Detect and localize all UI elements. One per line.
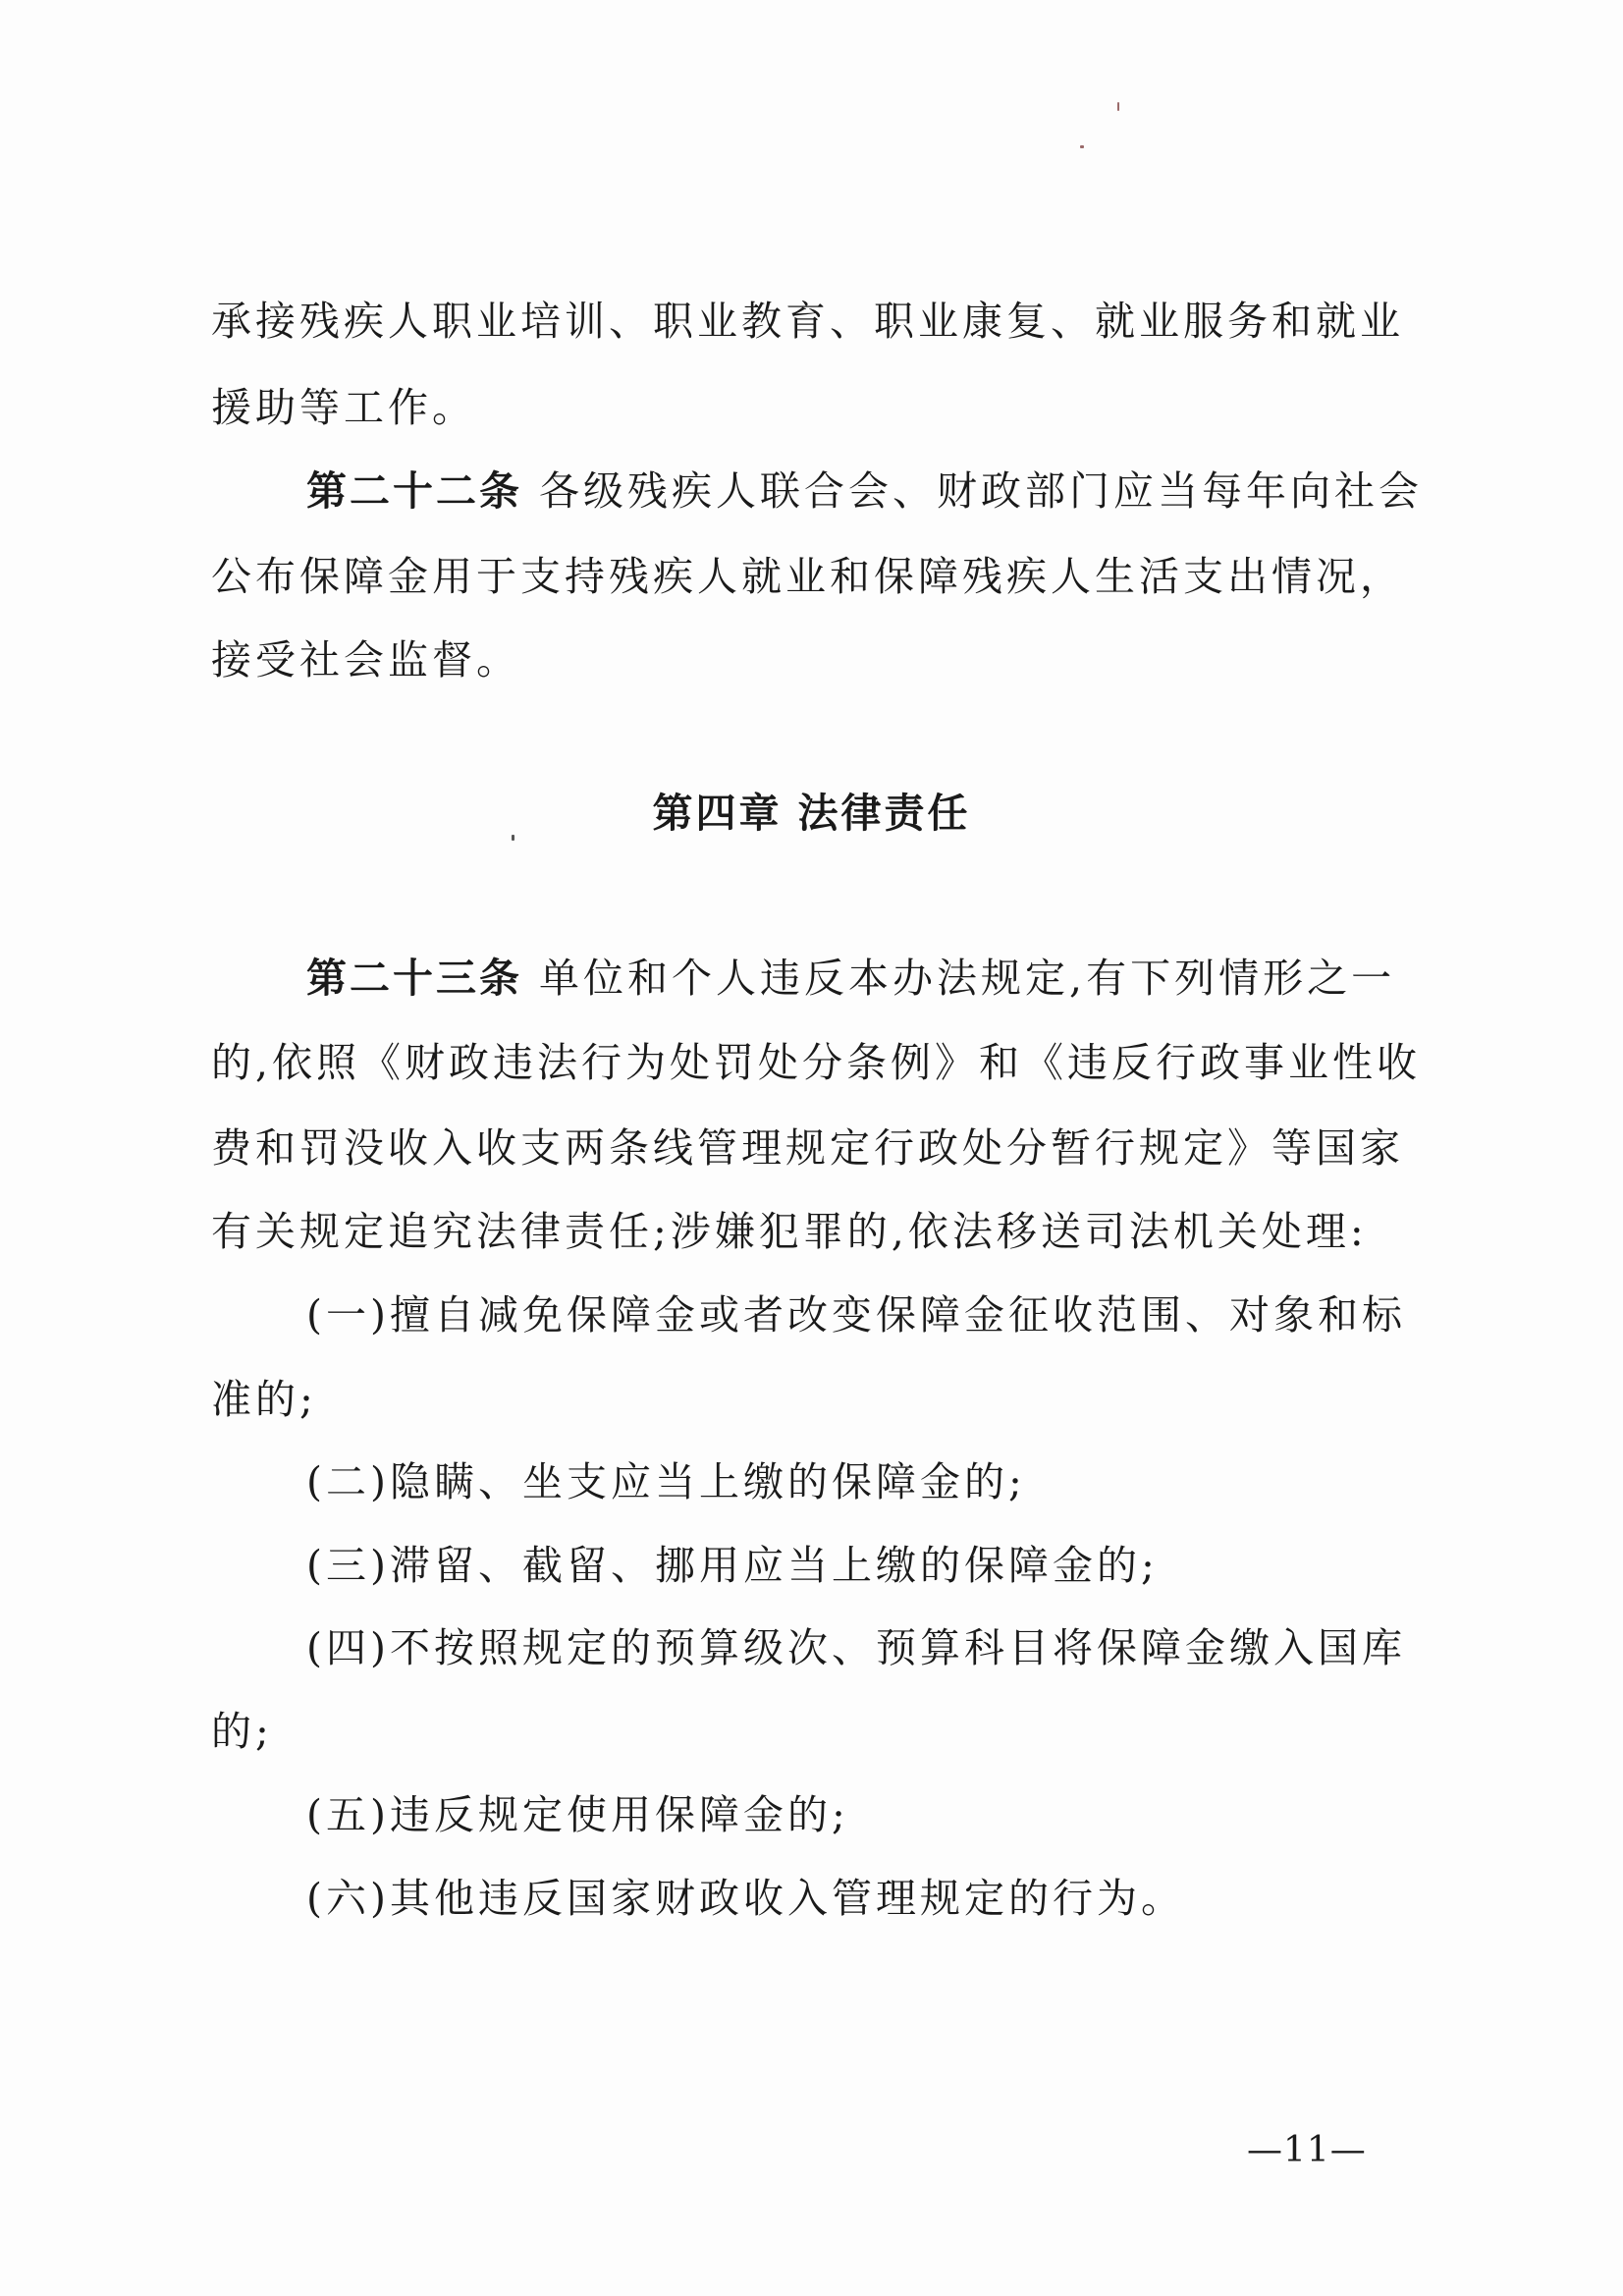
paragraph-line: 费和罚没收入收支两条线管理规定行政处分暂行规定》等国家 bbox=[211, 1124, 1404, 1172]
chapter-heading bbox=[0, 784, 1623, 843]
list-item: (五)违反规定使用保障金的; bbox=[306, 1791, 849, 1838]
paragraph-line: 援助等工作。 bbox=[211, 384, 476, 431]
list-item: (三)滞留、截留、挪用应当上缴的保障金的; bbox=[306, 1542, 1159, 1589]
chapter-number: 第四章 bbox=[652, 790, 783, 837]
article-22-text: 各级残疾人联合会、财政部门应当每年向社会 bbox=[539, 467, 1424, 515]
paragraph-line: 承接残疾人职业培训、职业教育、职业康复、就业服务和就业 bbox=[211, 298, 1404, 345]
scan-speck bbox=[1117, 102, 1119, 111]
article-23-label: 第二十三条 bbox=[306, 955, 522, 1002]
article-23-first-line bbox=[306, 949, 1395, 1008]
list-item: (一)擅自减免保障金或者改变保障金征收范围、对象和标 bbox=[306, 1291, 1406, 1339]
list-item-continuation: 的; bbox=[211, 1708, 273, 1755]
article-22-label: 第二十二条 bbox=[306, 467, 522, 515]
chapter-title: 法律责任 bbox=[797, 790, 971, 837]
list-item: (二)隐瞒、坐支应当上缴的保障金的; bbox=[306, 1458, 1026, 1505]
paragraph-line: 的,依照《财政违法行为处罚处分条例》和《违反行政事业性收 bbox=[211, 1039, 1422, 1086]
paragraph-line: 有关规定追究法律责任;涉嫌犯罪的,依法移送司法机关处理: bbox=[211, 1208, 1368, 1255]
list-item: (四)不按照规定的预算级次、预算科目将保障金缴入国库 bbox=[306, 1624, 1406, 1671]
paragraph-line: 接受社会监督。 bbox=[211, 636, 520, 683]
list-item: (六)其他违反国家财政收入管理规定的行为。 bbox=[306, 1875, 1185, 1922]
list-item-continuation: 准的; bbox=[211, 1376, 317, 1423]
page-number: —11— bbox=[1247, 2130, 1367, 2170]
scan-speck bbox=[1080, 145, 1084, 148]
paragraph-line: 公布保障金用于支持残疾人就业和保障残疾人生活支出情况， bbox=[211, 553, 1404, 600]
article-22-first-line bbox=[306, 462, 1423, 520]
article-23-text: 单位和个人违反本办法规定,有下列情形之一 bbox=[539, 955, 1396, 1002]
